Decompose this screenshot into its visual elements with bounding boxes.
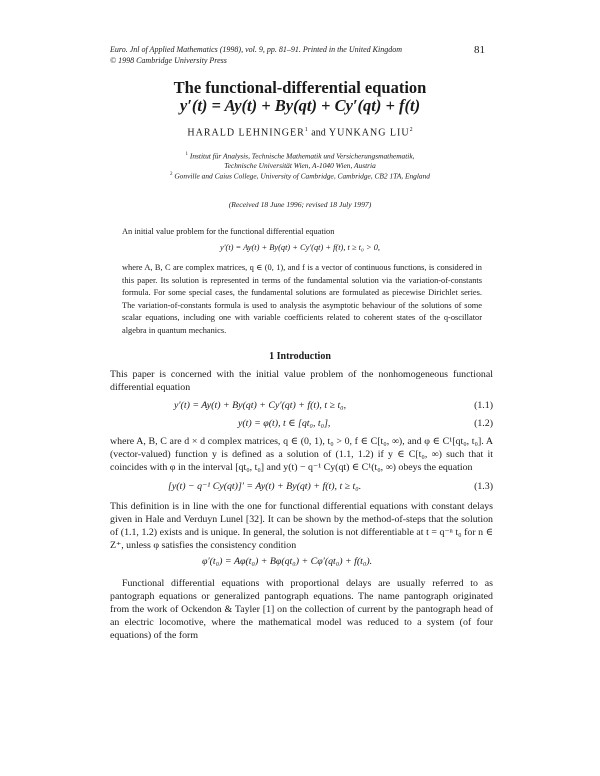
equation-1-2-number: (1.2) <box>474 418 493 429</box>
copyright-line: © 1998 Cambridge University Press <box>110 56 227 65</box>
affiliation-1 <box>0 150 600 171</box>
abstract-intro: An initial value problem for the functional differential equation <box>122 227 335 236</box>
abstract-equation: y′(t) = Ay(t) + By(qt) + Cy′(qt) + f(t), t ≥ t₀ > 0, <box>220 243 380 252</box>
affiliation-1-line-2: Technische Universität Wien, A-1040 Wien, Austria <box>224 161 376 171</box>
section-heading: 1 Introduction <box>269 351 331 362</box>
affiliation-1-line-1: Institut für Analysis, Technische Mathematik und Versicherungsmathematik, <box>189 151 415 161</box>
intro-paragraph-2: where A, B, C are d × d complex matrices, q ∈ (0, 1), t₀ > 0, f ∈ C[t₀, ∞), and φ ∈ C¹[qt₀, t₀]. A (vector-valued) function y is defined as a solution of (1.1, 1.2) if y ∈ C[t₀, ∞) such that it coincides with φ in the interval [qt₀, t₀] and y(t) − q⁻¹ Cy(qt) ∈ C¹(t₀, ∞) obeys the equation <box>110 436 493 473</box>
received-dates: (Received 18 June 1996; revised 18 July 1997) <box>228 200 372 209</box>
title-line-1: The functional-differential equation <box>173 78 427 97</box>
equation-1-1-formula: y′(t) = Ay(t) + By(qt) + Cy′(qt) + f(t), t ≥ t₀, <box>174 400 347 411</box>
equation-1-3 <box>110 481 493 495</box>
author-conjunction: and <box>311 127 326 139</box>
equation-1-2 <box>110 418 493 432</box>
consistency-equation-formula: φ′(t₀) = Aφ(t₀) + Bφ(qt₀) + Cφ′(qt₀) + f(t₀). <box>202 556 373 567</box>
intro-paragraph-1: This paper is concerned with the initial value problem of the nonhomogeneous functional differential equation <box>110 369 493 393</box>
equation-1-1-number: (1.1) <box>474 400 493 411</box>
equation-1-3-formula: [y(t) − q⁻¹ Cy(qt)]′ = Ay(t) + By(qt) + f(t), t ≥ t₀. <box>168 481 362 492</box>
affiliation-2-mark: 2 <box>169 172 173 177</box>
equation-1-3-number: (1.3) <box>474 481 493 492</box>
intro-paragraph-3: This definition is in line with the one for functional differential equations with constant delays given in Hale and Verduyn Lunel [32]. It can be shown by the method-of-steps that the solution of (1.1, 1.2) exists and is unique. In general, the solution is not differentiable at t = q⁻ⁿ t₀ for n ∈ Z⁺, unless φ satisfies the consistency condition <box>110 501 493 551</box>
affiliation-2-line-1: Gonville and Caius College, University of Cambridge, Cambridge, CB2 1TA, England <box>174 171 430 181</box>
author-1: HARALD LEHNINGER <box>187 127 305 139</box>
abstract-body: where A, B, C are complex matrices, q ∈ (0, 1), and f is a vector of continuous functions, is considered in this paper. Its solution is represented in terms of the fundamental solution via the variation-of-constants formula. For some special cases, the fundamental solutions are formulated as piecewise Dirichlet series. The variation-of-constants formula is used to analysis the asymptotic behaviour of the solutions of some scalar equations, including one with variable coefficients related to coherent states of the q-oscillator algebra in quantum mechanics. <box>122 263 482 335</box>
intro-paragraph-4: Functional differential equations with proportional delays are usually referred to as pantograph equations or generalized pantograph equations. The name pantograph originated from the work of Ockendon & Tayler [1] on the collection of current by the pantograph head of an electric locomotive, where the mathematical model was reduced to a system (of four equations) of the form <box>110 578 493 641</box>
equation-1-2-formula: y(t) = φ(t), t ∈ [qt₀, t₀], <box>238 418 331 429</box>
consistency-equation <box>110 556 493 570</box>
page-number: 81 <box>474 44 485 56</box>
affiliation-2 <box>0 170 600 181</box>
affiliation-1-mark: 1 <box>185 152 189 157</box>
journal-line: Euro. Jnl of Applied Mathematics (1998), vol. 9, pp. 81–91. Printed in the United Kingdom <box>110 45 402 54</box>
author-list <box>0 127 600 138</box>
equation-1-1 <box>110 400 493 414</box>
author-1-mark: 1 <box>304 127 308 133</box>
author-2: YUNKANG LIU <box>328 127 410 139</box>
title-line-2: y′(t) = Ay(t) + By(qt) + Cy′(qt) + f(t) <box>179 96 421 115</box>
author-2-mark: 2 <box>409 127 413 133</box>
